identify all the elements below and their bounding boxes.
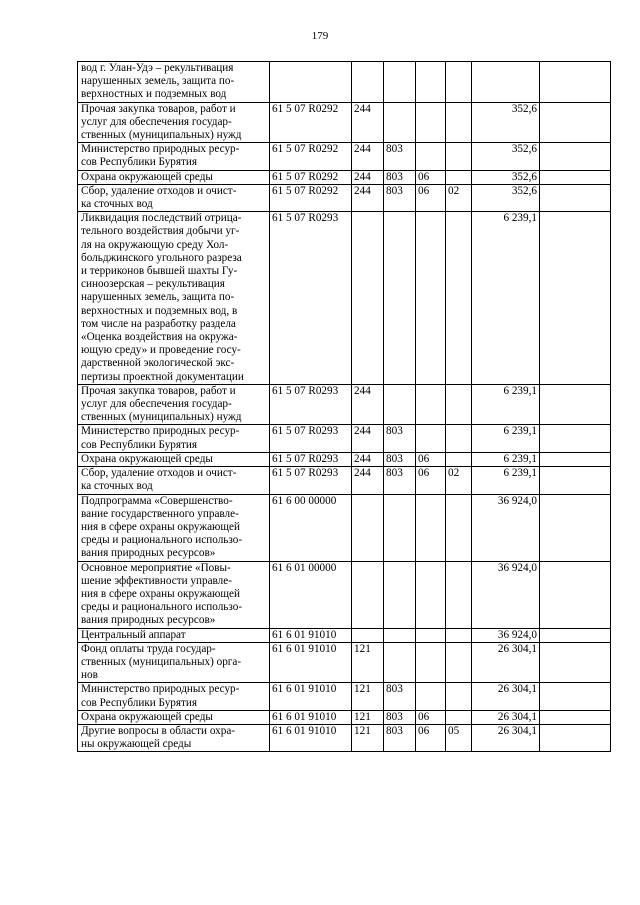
cell-expense-type: 121 — [352, 642, 384, 683]
table-row — [78, 642, 611, 683]
cell-item-name — [78, 62, 270, 103]
item-name-line: ка сточных вод — [81, 480, 153, 493]
cell-amount: 26 304,1 — [472, 683, 540, 710]
cell-target-article: 61 6 01 91010 — [270, 710, 352, 724]
item-name-line: ля на окружающую среду Хол- — [81, 238, 229, 251]
cell-ministry-code — [384, 642, 416, 683]
cell-amount: 352,6 — [472, 170, 540, 184]
cell-section — [416, 143, 446, 170]
cell-expense-type: 244 — [352, 102, 384, 143]
item-name-line: Фонд оплаты труда государ- — [81, 642, 216, 655]
cell-subsection — [446, 710, 472, 724]
item-name-line: дарственной экологической экс- — [81, 357, 235, 370]
cell-expense-type: 244 — [352, 184, 384, 211]
cell-ministry-code: 803 — [384, 184, 416, 211]
cell-ministry-code: 803 — [384, 467, 416, 494]
item-name-line: Подпрограмма «Совершенство- — [81, 494, 233, 507]
cell-target-article: 61 5 07 R0292 — [270, 184, 352, 211]
cell-expense-type: 244 — [352, 384, 384, 425]
cell-extra — [540, 170, 611, 184]
cell-expense-type — [352, 212, 384, 385]
cell-ministry-code — [384, 102, 416, 143]
cell-amount: 6 239,1 — [472, 452, 540, 466]
cell-section: 06 — [416, 170, 446, 184]
cell-target-article: 61 5 07 R0293 — [270, 467, 352, 494]
cell-section — [416, 494, 446, 561]
cell-section — [416, 425, 446, 452]
cell-item-name — [78, 628, 270, 642]
cell-extra — [540, 62, 611, 103]
cell-amount: 36 924,0 — [472, 628, 540, 642]
cell-target-article: 61 5 07 R0292 — [270, 102, 352, 143]
cell-subsection — [446, 561, 472, 628]
item-name-line: нов — [81, 669, 98, 682]
cell-ministry-code: 803 — [384, 683, 416, 710]
cell-extra — [540, 683, 611, 710]
cell-target-article: 61 5 07 R0292 — [270, 170, 352, 184]
cell-target-article: 61 6 01 91010 — [270, 642, 352, 683]
cell-section: 06 — [416, 184, 446, 211]
item-name-line: нарушенных земель, защита по- — [81, 75, 235, 88]
cell-extra — [540, 425, 611, 452]
item-name-line: Другие вопросы в области охра- — [81, 724, 236, 737]
cell-subsection — [446, 425, 472, 452]
cell-amount: 6 239,1 — [472, 425, 540, 452]
cell-section — [416, 561, 446, 628]
table-row — [78, 452, 611, 466]
cell-subsection: 02 — [446, 184, 472, 211]
item-name-line: ственных (муниципальных) нужд — [81, 411, 242, 424]
cell-ministry-code: 803 — [384, 143, 416, 170]
cell-target-article — [270, 62, 352, 103]
cell-section — [416, 62, 446, 103]
cell-target-article: 61 5 07 R0293 — [270, 452, 352, 466]
item-name-line: вания природных ресурсов» — [81, 614, 216, 627]
item-name-line: Прочая закупка товаров, работ и — [81, 102, 236, 115]
item-name-line: Охрана окружающей среды — [81, 452, 213, 465]
cell-section: 06 — [416, 467, 446, 494]
cell-item-name — [78, 143, 270, 170]
cell-subsection — [446, 102, 472, 143]
cell-section — [416, 384, 446, 425]
table-row — [78, 212, 611, 385]
cell-expense-type: 121 — [352, 724, 384, 751]
item-name-line: Министерство природных ресур- — [81, 425, 240, 438]
cell-section: 06 — [416, 452, 446, 466]
item-name-line: ственных (муниципальных) орга- — [81, 655, 242, 668]
item-name-line: больджинского угольного разреза — [81, 251, 242, 264]
cell-item-name — [78, 494, 270, 561]
cell-ministry-code — [384, 494, 416, 561]
cell-extra — [540, 467, 611, 494]
cell-amount: 352,6 — [472, 143, 540, 170]
cell-expense-type: 121 — [352, 710, 384, 724]
cell-target-article: 61 5 07 R0293 — [270, 425, 352, 452]
table-row — [78, 102, 611, 143]
cell-expense-type: 244 — [352, 467, 384, 494]
table-row — [78, 143, 611, 170]
cell-ministry-code: 803 — [384, 452, 416, 466]
table-row — [78, 683, 611, 710]
item-name-line: Ликвидация последствий отрица- — [81, 212, 242, 225]
cell-ministry-code — [384, 628, 416, 642]
cell-extra — [540, 452, 611, 466]
item-name-line: Прочая закупка товаров, работ и — [81, 384, 236, 397]
cell-ministry-code: 803 — [384, 710, 416, 724]
cell-item-name — [78, 724, 270, 751]
table-row — [78, 724, 611, 751]
table-row — [78, 170, 611, 184]
table-row — [78, 384, 611, 425]
cell-subsection: 05 — [446, 724, 472, 751]
cell-section: 06 — [416, 724, 446, 751]
cell-ministry-code: 803 — [384, 724, 416, 751]
cell-subsection — [446, 143, 472, 170]
item-name-line: ния в сфере охраны окружающей — [81, 587, 240, 600]
cell-subsection — [446, 628, 472, 642]
cell-subsection — [446, 170, 472, 184]
cell-section — [416, 102, 446, 143]
cell-item-name — [78, 384, 270, 425]
table-row — [78, 467, 611, 494]
cell-item-name — [78, 425, 270, 452]
cell-section — [416, 642, 446, 683]
item-name-line: ка сточных вод — [81, 198, 153, 211]
cell-amount: 36 924,0 — [472, 561, 540, 628]
cell-amount: 352,6 — [472, 102, 540, 143]
cell-amount: 26 304,1 — [472, 642, 540, 683]
item-name-line: Министерство природных ресур- — [81, 683, 240, 696]
cell-section: 06 — [416, 710, 446, 724]
cell-item-name — [78, 170, 270, 184]
cell-subsection — [446, 62, 472, 103]
cell-item-name — [78, 452, 270, 466]
item-name-line: Основное мероприятие «Повы- — [81, 561, 231, 574]
item-name-line: сов Республики Бурятия — [81, 156, 198, 169]
item-name-line: Сбор, удаление отходов и очист- — [81, 184, 237, 197]
cell-expense-type — [352, 628, 384, 642]
item-name-line: Центральный аппарат — [81, 628, 186, 641]
cell-section — [416, 683, 446, 710]
item-name-line: «Оценка воздействия на окружа- — [81, 331, 238, 344]
cell-item-name — [78, 683, 270, 710]
cell-expense-type: 244 — [352, 170, 384, 184]
item-name-line: том числе на разработку раздела — [81, 317, 236, 330]
cell-subsection — [446, 212, 472, 385]
cell-subsection — [446, 642, 472, 683]
cell-ministry-code — [384, 212, 416, 385]
cell-extra — [540, 628, 611, 642]
cell-extra — [540, 143, 611, 170]
cell-subsection: 02 — [446, 467, 472, 494]
table-row — [78, 494, 611, 561]
item-name-line: вание государственного управле- — [81, 507, 239, 520]
cell-item-name — [78, 184, 270, 211]
item-name-line: шение эффективности управле- — [81, 574, 232, 587]
cell-subsection — [446, 683, 472, 710]
cell-item-name — [78, 710, 270, 724]
cell-extra — [540, 212, 611, 385]
cell-expense-type: 244 — [352, 425, 384, 452]
cell-target-article: 61 6 00 00000 — [270, 494, 352, 561]
item-name-line: Охрана окружающей среды — [81, 170, 213, 183]
cell-expense-type: 244 — [352, 143, 384, 170]
item-name-line: ственных (муниципальных) нужд — [81, 129, 242, 142]
cell-target-article: 61 5 07 R0292 — [270, 143, 352, 170]
cell-item-name — [78, 642, 270, 683]
item-name-line: нарушенных земель, защита по- — [81, 291, 235, 304]
cell-section — [416, 628, 446, 642]
item-name-line: Министерство природных ресур- — [81, 143, 240, 156]
cell-item-name — [78, 102, 270, 143]
cell-target-article: 61 5 07 R0293 — [270, 212, 352, 385]
cell-item-name — [78, 212, 270, 385]
cell-subsection — [446, 452, 472, 466]
item-name-line: среды и рационального использо- — [81, 534, 243, 547]
item-name-line: ния в сфере охраны окружающей — [81, 520, 240, 533]
cell-amount: 352,6 — [472, 184, 540, 211]
cell-ministry-code: 803 — [384, 425, 416, 452]
cell-amount: 26 304,1 — [472, 710, 540, 724]
cell-extra — [540, 561, 611, 628]
cell-extra — [540, 384, 611, 425]
cell-subsection — [446, 384, 472, 425]
item-name-line: и терриконов бывшей шахты Гу- — [81, 265, 238, 278]
cell-extra — [540, 494, 611, 561]
item-name-line: Сбор, удаление отходов и очист- — [81, 467, 237, 480]
cell-subsection — [446, 494, 472, 561]
cell-extra — [540, 710, 611, 724]
item-name-line: сов Республики Бурятия — [81, 438, 198, 451]
cell-expense-type — [352, 494, 384, 561]
item-name-line: тельного воздействия добычи уг- — [81, 225, 240, 238]
cell-expense-type — [352, 561, 384, 628]
item-name-line: Охрана окружающей среды — [81, 710, 213, 723]
cell-amount: 36 924,0 — [472, 494, 540, 561]
cell-target-article: 61 6 01 00000 — [270, 561, 352, 628]
cell-expense-type — [352, 62, 384, 103]
table-row — [78, 710, 611, 724]
cell-amount: 6 239,1 — [472, 212, 540, 385]
item-name-line: услуг для обеспечения государ- — [81, 115, 232, 128]
table-row — [78, 561, 611, 628]
cell-target-article: 61 6 01 91010 — [270, 683, 352, 710]
item-name-line: вод г. Улан-Удэ – рекультивация — [81, 62, 234, 74]
cell-target-article: 61 5 07 R0293 — [270, 384, 352, 425]
table-row — [78, 184, 611, 211]
budget-table-body — [78, 62, 611, 752]
cell-ministry-code: 803 — [384, 170, 416, 184]
table-row — [78, 628, 611, 642]
cell-expense-type: 244 — [352, 452, 384, 466]
cell-extra — [540, 184, 611, 211]
cell-item-name — [78, 467, 270, 494]
cell-ministry-code — [384, 62, 416, 103]
cell-extra — [540, 102, 611, 143]
item-name-line: услуг для обеспечения государ- — [81, 398, 232, 411]
item-name-line: синоозерская – рекультивация — [81, 278, 225, 291]
item-name-line: верхностных и подземных вод — [81, 88, 227, 101]
item-name-line: вания природных ресурсов» — [81, 547, 216, 560]
cell-item-name — [78, 561, 270, 628]
cell-target-article: 61 6 01 91010 — [270, 724, 352, 751]
cell-ministry-code — [384, 384, 416, 425]
cell-extra — [540, 642, 611, 683]
cell-section — [416, 212, 446, 385]
cell-ministry-code — [384, 561, 416, 628]
cell-amount — [472, 62, 540, 103]
item-name-line: верхностных и подземных вод, в — [81, 304, 238, 317]
table-row — [78, 62, 611, 103]
budget-table — [77, 61, 611, 752]
item-name-line: ющую среду» и проведение госу- — [81, 344, 241, 357]
item-name-line: ны окружающей среды — [81, 738, 192, 751]
table-row — [78, 425, 611, 452]
cell-target-article: 61 6 01 91010 — [270, 628, 352, 642]
cell-expense-type: 121 — [352, 683, 384, 710]
cell-amount: 6 239,1 — [472, 467, 540, 494]
cell-extra — [540, 724, 611, 751]
cell-amount: 26 304,1 — [472, 724, 540, 751]
cell-amount: 6 239,1 — [472, 384, 540, 425]
item-name-line: сов Республики Бурятия — [81, 696, 198, 709]
item-name-line: пертизы проектной документации — [81, 370, 244, 383]
item-name-line: среды и рационального использо- — [81, 601, 243, 614]
page-number: 179 — [311, 30, 329, 42]
